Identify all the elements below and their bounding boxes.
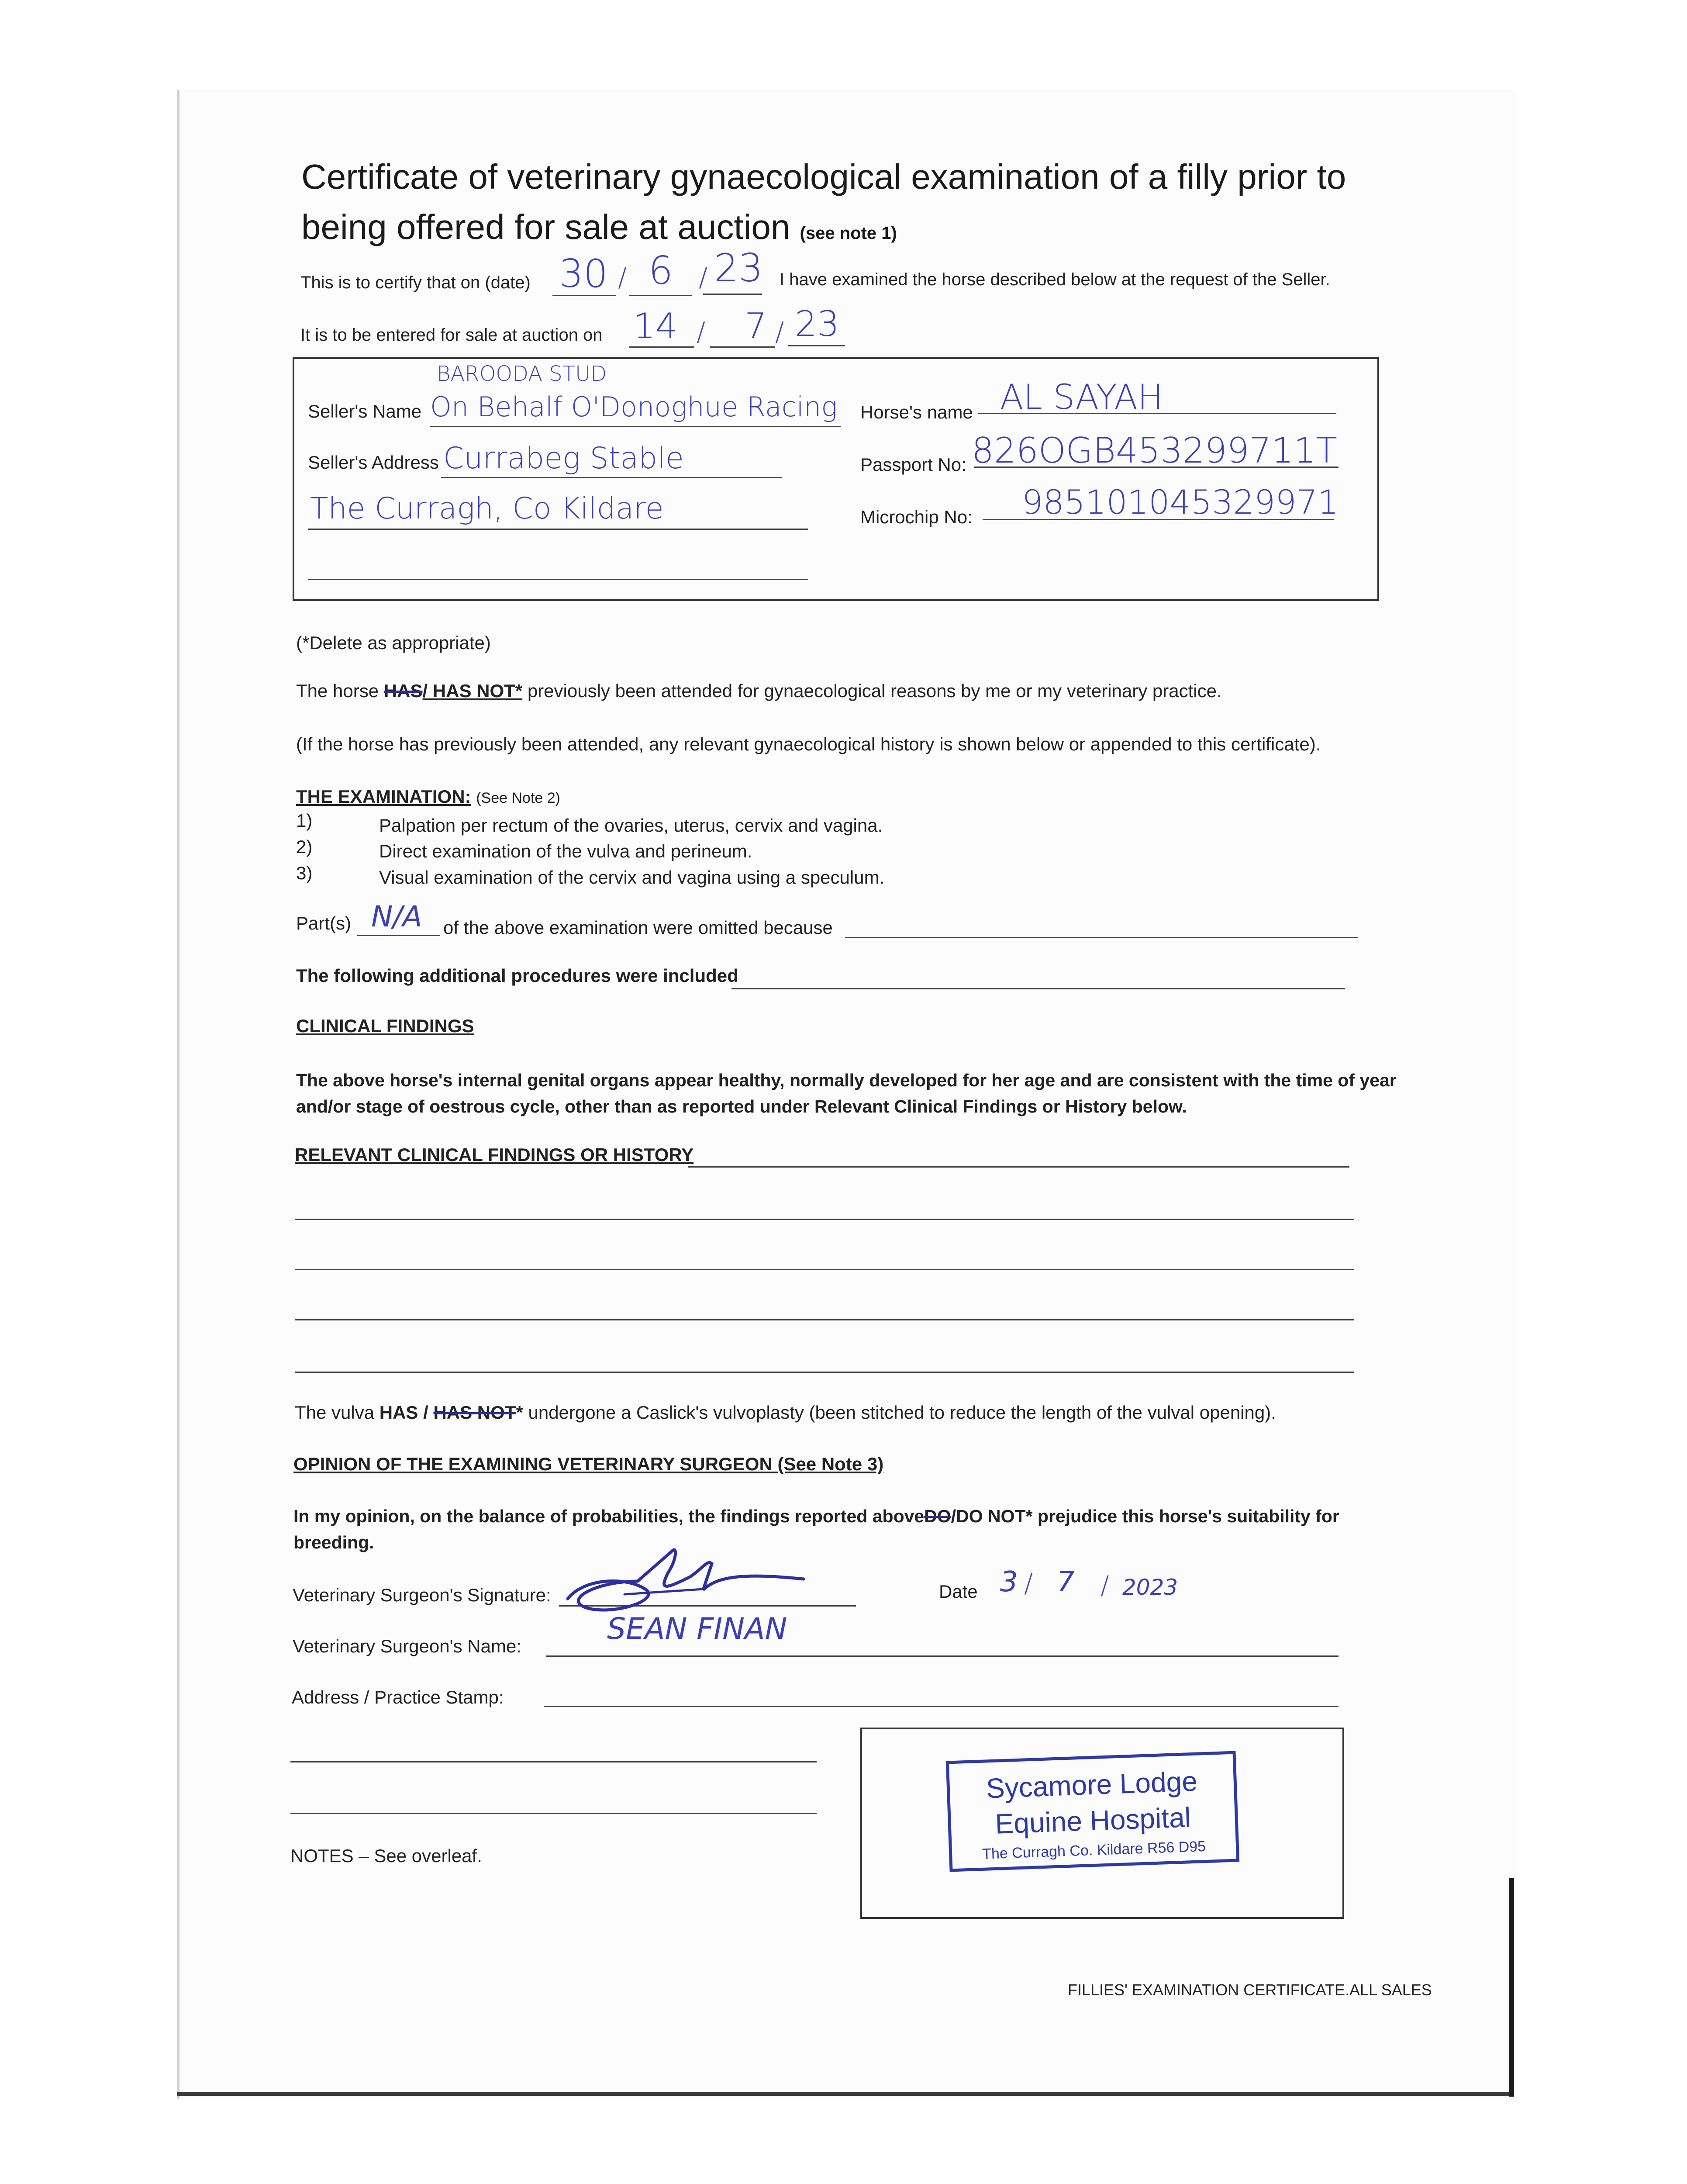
signature-date-year: 2023 [1122, 1575, 1178, 1600]
attended-prefix: The horse [296, 681, 379, 701]
signature-scribble [559, 1533, 821, 1621]
vulva-prefix: The vulva [295, 1402, 375, 1423]
seller-name-above: BAROODA STUD [437, 362, 607, 386]
exam-item-1-num: 1) [296, 810, 313, 831]
vulva-struck: HAS NOT [433, 1402, 516, 1423]
surgeon-name-label: Veterinary Surgeon's Name: [293, 1636, 521, 1656]
page-shadow-right [1509, 1878, 1514, 2097]
examination-heading-note: (See Note 2) [476, 790, 560, 806]
attended-line [296, 681, 1222, 702]
attended-suffix: previously been attended for gynaecological reasons by me or my veterinary practice. [527, 681, 1222, 701]
passport-label: Passport No: [860, 454, 966, 475]
omitted-suffix: of the above examination were omitted because [443, 917, 833, 938]
attended-struck: HAS [383, 681, 423, 701]
seller-name-value: On Behalf O'Donoghue Racing [430, 391, 838, 423]
vulva-suffix: undergone a Caslick's vulvoplasty (been stitched to reduce the length of the vulval opening). [528, 1402, 1276, 1423]
exam-item-2-num: 2) [296, 836, 313, 857]
microchip-value: 985101045329971 [1022, 483, 1339, 522]
title-line-1: Certificate of veterinary gynaecological examination of a filly prior to [301, 157, 1346, 196]
certify-year: 23 [714, 245, 763, 290]
title-note: (see note 1) [800, 224, 897, 243]
seller-address-label: Seller's Address [308, 452, 439, 473]
certify-day: 30 [559, 251, 608, 296]
auction-prefix: It is to be entered for sale at auction on [300, 325, 603, 345]
footer-text: FILLIES' EXAMINATION CERTIFICATE.ALL SALES [1068, 1981, 1432, 1999]
signature-date-sep-1: / [1024, 1568, 1033, 1599]
stamp-line-2: Equine Hospital [994, 1801, 1191, 1840]
seller-address-line2: The Curragh, Co Kildare [310, 491, 664, 526]
vulva-kept: HAS / [379, 1402, 428, 1423]
auction-sep-1: / [697, 317, 706, 347]
certify-prefix: This is to certify that on (date) [300, 273, 531, 292]
auction-sep-2: / [775, 317, 784, 347]
exam-item-3-text: Visual examination of the cervix and vagina using a speculum. [379, 867, 885, 888]
clinical-line-2: and/or stage of oestrous cycle, other than as reported under Relevant Clinical Findings or History below. [296, 1096, 1187, 1116]
omitted-prefix: Part(s) [296, 913, 351, 933]
horse-name-label: Horse's name [860, 402, 973, 422]
delete-note: (*Delete as appropriate) [296, 632, 491, 653]
opinion-line1-suffix: /DO NOT* prejudice this horse's suitability for [951, 1506, 1339, 1526]
title-line-2 [301, 203, 897, 257]
clinical-heading: CLINICAL FINDINGS [296, 1016, 474, 1036]
seller-name-label: Seller's Name [308, 401, 422, 422]
opinion-line-1 [293, 1506, 1339, 1527]
auction-month: 7 [745, 306, 767, 346]
examination-heading: THE EXAMINATION: [296, 786, 471, 807]
certify-sep-2: / [699, 262, 708, 293]
title-line-2-text: being offered for sale at auction [301, 207, 790, 246]
clinical-line-1: The above horse's internal genital organs appear healthy, normally developed for her age and are consistent with the time of year [296, 1070, 1397, 1090]
omitted-value: N/A [371, 900, 422, 933]
opinion-line1-prefix: In my opinion, on the balance of probabilities, the findings reported above [293, 1506, 925, 1526]
auction-day: 14 [633, 306, 678, 346]
passport-value: 826OGB453299711T [972, 430, 1337, 471]
horse-name-value: AL SAYAH [1000, 378, 1163, 417]
notes-label: NOTES – See overleaf. [290, 1845, 482, 1866]
address-stamp-label: Address / Practice Stamp: [292, 1687, 504, 1707]
opinion-line-2: breeding. [293, 1532, 374, 1552]
signature-label: Veterinary Surgeon's Signature: [293, 1585, 551, 1605]
certify-month: 6 [649, 248, 673, 293]
opinion-heading: OPINION OF THE EXAMINING VETERINARY SURGEON (See Note 3) [293, 1454, 884, 1474]
history-note: (If the horse has previously been attended, any relevant gynaecological history is shown below or appended to this certificate). [296, 734, 1321, 754]
stamp-line-3: The Curragh Co. Kildare R56 D95 [982, 1838, 1206, 1863]
opinion-struck: DO [924, 1506, 951, 1526]
certify-sep-1: / [618, 262, 627, 293]
signature-date-month: 7 [1057, 1566, 1075, 1598]
vulva-line [295, 1402, 1276, 1423]
surgeon-name-value: SEAN FINAN [607, 1612, 787, 1646]
date-label: Date [939, 1581, 978, 1602]
page-shadow-bottom [177, 2092, 1513, 2096]
signature-date-day: 3 [1000, 1566, 1018, 1598]
vulva-star: * [516, 1402, 523, 1423]
additional-label: The following additional procedures were included [296, 965, 738, 986]
practice-stamp [946, 1751, 1239, 1872]
relevant-heading: RELEVANT CLINICAL FINDINGS OR HISTORY [295, 1144, 694, 1165]
seller-address-line1: Currabeg Stable [443, 441, 684, 476]
auction-year: 23 [795, 304, 839, 344]
microchip-label: Microchip No: [860, 507, 973, 527]
exam-item-3-num: 3) [296, 863, 313, 883]
attended-kept: / HAS NOT* [422, 681, 523, 701]
exam-item-1-text: Palpation per rectum of the ovaries, uterus, cervix and vagina. [379, 815, 883, 836]
signature-date-sep-2: / [1101, 1570, 1109, 1600]
examination-heading-line [296, 786, 560, 807]
stamp-line-1: Sycamore Lodge [985, 1765, 1198, 1804]
exam-item-2-text: Direct examination of the vulva and perineum. [379, 841, 752, 861]
certify-suffix: I have examined the horse described below at the request of the Seller. [780, 270, 1330, 289]
